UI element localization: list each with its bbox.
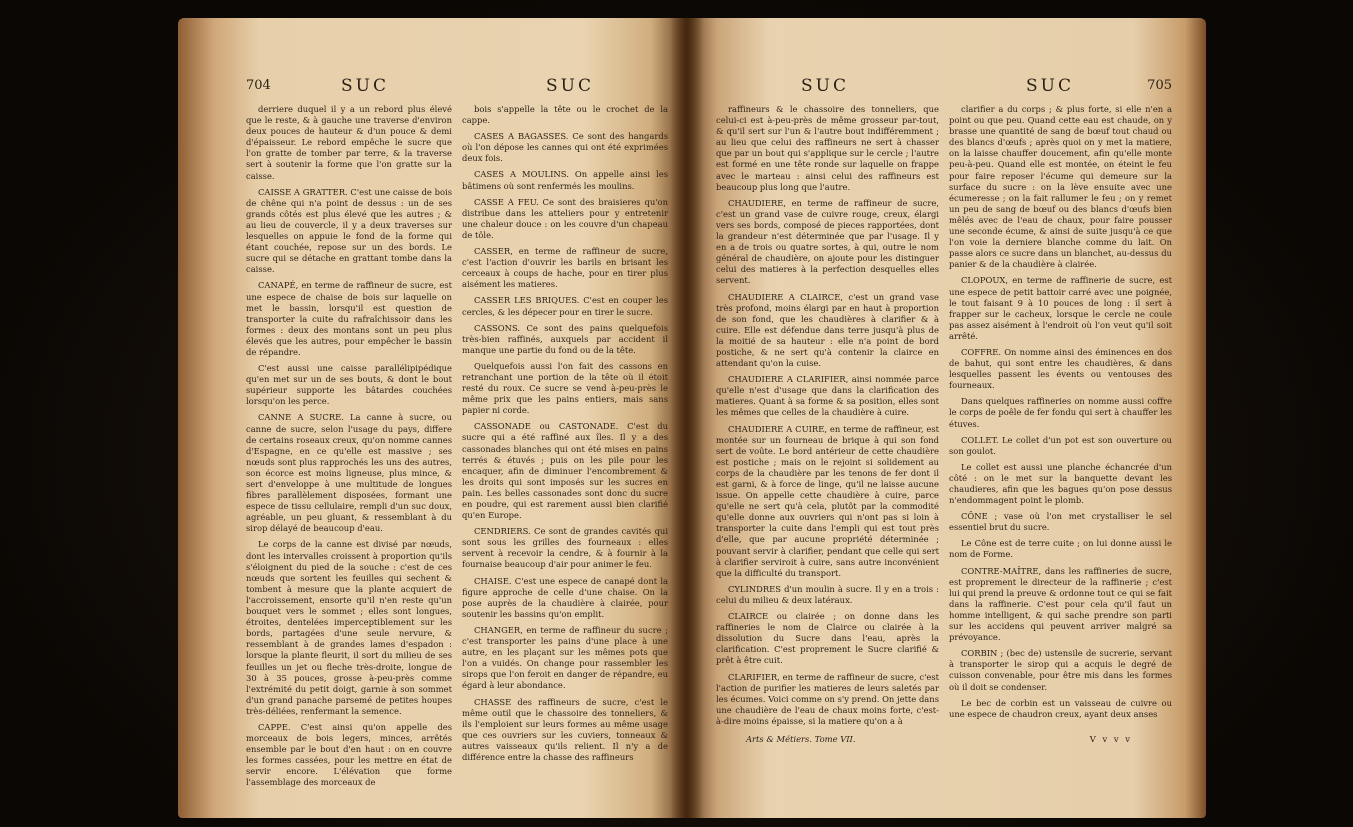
paragraph: CHANGER, en terme de raffineur du sucre ; c'est transporter les pains d'une place à une autre, en les plaçant sur les mêmes pots que l'on a vuidés. On change pour rassembler les sirops que l'on feroit en danger de répandre, eu égard à leur abondance. [462, 624, 668, 691]
left-page-number: 704 [246, 78, 271, 93]
paragraph: CASSONADE ou CASTONADE. C'est du sucre qui a été raffiné aux îles. Il y a des cassonades blanches qui ont été mises en pains terrés & étuvés ; puis on les pile pour les encaquer, afin de diminuer l'encombrement & les droits qui sont imposés sur les sucres en pain. Les belles cassonades sont donc du sucre en poudre, qui est rarement aussi bien clarifié qu'en Europe. [462, 421, 668, 521]
footer-signature: V v v v [1089, 733, 1132, 744]
paragraph: CASES A MOULINS. On appelle ainsi les bâtimens où sont renfermés les moulins. [462, 169, 668, 191]
right-running-head [716, 76, 1172, 98]
paragraph: CHAUDIERE, en terme de raffineur de sucre, c'est un grand vase de cuivre rouge, creux, élargi vers ses bords, composé de pieces rapportées, dont la grandeur n'est déterminée que par l'usage. Il y en a de trois ou quatre sortes, à qui, outre le nom général de chaudière, on ajoute pour les distinguer celui des matieres à la perfection desquelles elles servent. [716, 197, 939, 286]
paragraph: Quelquefois aussi l'on fait des cassons en retranchant une portion de la tête où il étoit resté du roux. Ce sucre se vend à-peu-près le même prix que les pains entiers, mais sans papier ni corde. [462, 360, 668, 416]
paragraph: CANAPÉ, en terme de raffineur de sucre, est une espece de chaise de bois sur laquelle on met le bassin, lorsqu'il est question de transporter la cuite du rafraîchissoir dans les formes : deux des montans sont un peu plus élevés que les autres, pour empêcher le bassin de répandre. [246, 280, 452, 357]
paragraph: CYLINDRES d'un moulin à sucre. Il y en a trois : celui du milieu & deux latéraux. [716, 583, 939, 605]
paragraph: CAISSE A GRATTER. C'est une caisse de bois de chêne qui n'a point de dessus : un de ses grands côtés est plus élevé que les autres ; & au lieu de couvercle, il y a deux traverses sur lesquelles on appuie le fond de la forme qui étant couchée, repose sur un des bords. Le sucre qui se détache en grattant tombe dans la caisse. [246, 186, 452, 275]
paragraph: CONTRE-MAÎTRE, dans les raffineries de sucre, est proprement le directeur de la raffinerie ; c'est lui qui prend la preuve & ordonne tout ce qui se fait dans la raffinerie. C'est pour cela qu'il faut un homme intelligent, & qui sache prendre son parti sur les accidens qui peuvent arriver malgré sa prévoyance. [949, 565, 1172, 643]
paragraph: CHASSE des raffineurs de sucre, c'est le même outil que le chassoire des tonneliers, & ils l'emploient sur leurs formes au même usage que ces ouvriers sur les cuviers, tonneaux & autres vaisseaux qu'ils relient. Il n'y a de différence entre la chasse des raffineurs [462, 696, 668, 762]
paragraph: Le Cône est de terre cuite ; on lui donne aussi le nom de Forme. [949, 538, 1172, 560]
paragraph: CENDRIERS. Ce sont de grandes cavités qui sont sous les grilles des fourneaux : elles servent à recevoir la cendre, & à fournir à la fournaise beaucoup d'air pour animer le feu. [462, 526, 668, 570]
paragraph: CLARIFIER, en terme de raffineur de sucre, c'est l'action de purifier les matieres de leurs saletés par les écumes. Voici comme on s'y prend. On jette dans une chaudière de l'eau de chaux moins forte, c'est-à-dire moins épaisse, si la matiere qu'on a à [716, 671, 939, 726]
paragraph: derriere duquel il y a un rebord plus élevé que le reste, & à gauche une traverse d'environ deux pouces de hauteur & d'un pouce & demi d'épaisseur. Le rebord empêche le sucre que l'on gratte de tomber par terre, & la traverse sert à soutenir la forme que l'on gratte sur la caisse. [246, 104, 452, 181]
right-head-word-a: SUC [801, 76, 849, 96]
paragraph: CASSER LES BRIQUES. C'est en couper les cercles, & les dépecer pour en tirer le sucre. [462, 295, 668, 317]
left-page [178, 18, 686, 818]
paragraph: CAPPE. C'est ainsi qu'on appelle des morceaux de bois legers, minces, arrêtés ensemble par le bout d'en haut : on en couvre les formes cassées, pour les mettre en état de servir encore. L'élévation que forme l'assemblage des morceaux de [246, 721, 452, 788]
paragraph: CANNE A SUCRE. La canne à sucre, ou canne de sucre, selon l'usage du pays, differe de certains roseaux creux, qu'on nomme cannes d'Espagne, en ce qu'elle est massive ; ses nœuds sont plus rapprochés les uns des autres, son écorce est moins ligneuse, plus mince, & sert d'enveloppe à une multitude de longues fibres parallèlement disposées, formant une espece de tissu cellulaire, rempli d'un suc doux, agréable, un peu gluant, & ressemblant à du sirop délayé de beaucoup d'eau. [246, 412, 452, 534]
book-gutter [670, 18, 704, 818]
paragraph: Dans quelques raffineries on nomme aussi coffre le corps de poêle de fer fondu qui sert à chauffer les étuves. [949, 396, 1172, 429]
footer-volume: Arts & Métiers. Tome VII. [746, 733, 856, 744]
paragraph: CASSER, en terme de raffineur de sucre, c'est l'action d'ouvrir les barils en brisant les cerceaux à coups de hache, pour en tirer plus aisément les matieres. [462, 246, 668, 290]
paragraph: CASSONS. Ce sont des pains quelquefois très-bien raffinés, auxquels par accident il manque une partie du fond ou de la tête. [462, 322, 668, 355]
paragraph: COLLET. Le collet d'un pot est son ouverture ou son goulot. [949, 434, 1172, 456]
paragraph: CHAUDIERE A CLAIRCE, c'est un grand vase très profond, moins élargi par en haut à proportion de son fond, que les chaudières à clarifier & à cuire. Elle est défendue dans terre jusqu'à plus de la moitié de sa hauteur : elle n'a point de bord postiche, & ne sert qu'à contenir la clairce en attendant qu'on la cuise. [716, 291, 939, 369]
paragraph: CASSE A FEU. Ce sont des braisieres qu'on distribue dans les atteliers pour y entretenir une chaleur douce : on les couvre d'un chapeau de tôle. [462, 196, 668, 240]
left-head-word-b: SUC [546, 76, 594, 96]
paragraph: CHAISE. C'est une espece de canapé dont la figure approche de celle d'une chaise. On la pose auprès de la chaudière à clairée, pour soutenir les bassins qu'on emplit. [462, 575, 668, 619]
open-book [150, 18, 1220, 818]
right-head-word-b: SUC [1026, 76, 1074, 96]
paragraph: COFFRE. On nomme ainsi des éminences en dos de bahut, qui sont entre les chaudières, & dans lesquelles passent les évents ou ventouses des fourneaux. [949, 346, 1172, 391]
paragraph: clarifier a du corps ; & plus forte, si elle n'en a point ou que peu. Quand cette eau est chaude, on y brasse une quantité de sang de bœuf tout chaud ou des blancs d'œufs ; après quoi on y met la matiere, on la laisse chauffer doucement, afin qu'elle monte peu-à-peu. Quand elle est montée, on éteint le feu pour faire reposer l'écume qui demeure sur la surface du sucre : on la lève ensuite avec une écumeresse ; on la fait rallumer le feu ; on y remet un peu de sang de bœuf ou des blancs d'œufs bien mêlés avec de l'eau de chaux, pour faire pousser une seconde écume, & ainsi de suite jusqu'à ce que l'on voie la derniere blanche comme du lait. On passe alors ce sucre dans un blanchet, au-dessus du panier & de la chaudière à clairée. [949, 104, 1172, 270]
paragraph: CORBIN ; (bec de) ustensile de sucrerie, servant à transporter le sirop qui a acquis le degré de cuisson convenable, pour être mis dans les formes où il doit se condenser. [949, 648, 1172, 692]
right-page [686, 18, 1206, 818]
paragraph: CHAUDIERE A CLARIFIER, ainsi nommée parce qu'elle n'est d'usage que dans la clarification des matieres. Quant à sa forme & sa position, elles sont les mêmes que celles de la chaudière à cuire. [716, 374, 939, 418]
left-column-1 [246, 104, 452, 794]
paragraph: CASES A BAGASSES. Ce sont des hangards où l'on dépose les cannes qui ont été exprimées deux fois. [462, 131, 668, 164]
paragraph: Le bec de corbin est un vaisseau de cuivre ou une espece de chaudron creux, ayant deux anses [949, 697, 1172, 719]
paragraph: bois s'appelle la tête ou le crochet de la cappe. [462, 104, 668, 126]
right-page-number: 705 [1147, 78, 1172, 93]
paragraph: raffineurs & le chassoire des tonneliers, que celui-ci est à-peu-près de même grosseur par-tout, & qu'il sert sur l'un & l'autre bout indifféremment ; au lieu que celui des raffineurs ne sert à chasser que par un bout qui s'applique sur le cercle ; l'autre est formé en une tête ronde sur laquelle on frappe avec le marteau : ainsi celui des raffineurs est beaucoup plus long que l'autre. [716, 104, 939, 192]
paragraph: C'est aussi une caisse parallélipipédique qu'en met sur un de ses bouts, & dont le bout supérieur supporte les bâtardes couchées lorsqu'on les perce. [246, 363, 452, 407]
right-column-2 [949, 104, 1172, 732]
paragraph: CÔNE ; vase où l'on met crystalliser le sel essentiel brut du sucre. [949, 511, 1172, 533]
paragraph: CLAIRCE ou clairée ; on donne dans les raffineries le nom de Clairce ou clairée à la dissolution du Sucre dans l'eau, après la clarification. C'est proprement le Sucre clarifié & prêt à être cuit. [716, 611, 939, 666]
right-column-1 [716, 104, 939, 732]
left-column-2 [462, 104, 668, 794]
paragraph: Le collet est aussi une planche échancrée d'un côté : on le met sur la banquette devant les chaudieres, afin que les bagues qu'on pose dessus n'endommagent point le plomb. [949, 461, 1172, 506]
paragraph: Le corps de la canne est divisé par nœuds, dont les intervalles croissent à proportion qu'ils s'éloignent du pied de la souche : c'est de ces nœuds que sortent les feuilles qui sechent & tombent à mesure que la plante acquiert de l'accroissement, ensorte qu'il n'en reste qu'un bouquet vers le sommet ; elles sont longues, étroites, dentelées imperceptiblement sur les bords, partagées d'une seule nervure, & ressemblant à de grandes lames d'espadon : lorsque la plante fleurit, il sort du milieu de ses feuilles un jet ou fleche très-droite, longue de 30 à 35 pouces, grosse à-peu-près comme l'extrémité du petit doigt, garnie à son sommet d'un grand panache parsemé de petites houpes très-déliées, renfermant la semence. [246, 539, 452, 716]
left-head-word-a: SUC [341, 76, 389, 96]
paragraph: CLOPOUX, en terme de raffinerie de sucre, est une espece de petit battoir carré avec une poignée, le tout faisant 9 à 10 pouces de long : il sert à frapper sur le cacheux, lorsque le cercle ne coule pas assez aisément à l'endroit où l'on veut qu'il soit arrêté. [949, 275, 1172, 341]
paragraph: CHAUDIERE A CUIRE, en terme de raffineur, est montée sur un fourneau de brique à qui son fond sert de voûte. Le bord antérieur de cette chaudière est postiche ; mais on le rejoint si solidement au corps de la chaudière par les tenons de fer dont il est garni, & à force de linge, qu'il ne laisse aucune issue. On appelle cette chaudière à cuire, parce qu'elle ne sert qu'à cela, plutôt par la commodité qu'elle donne aux ouvriers qui n'ont pas si loin à transporter la cuite dans l'empli qui est tout près d'elle, que par aucune propriété déterminée ; pouvant servir à clarifier, pendant que celle qui sert à clarifier serviroit à cuire, sans autre inconvénient que la difficulté du transport. [716, 423, 939, 578]
left-running-head [246, 76, 668, 98]
